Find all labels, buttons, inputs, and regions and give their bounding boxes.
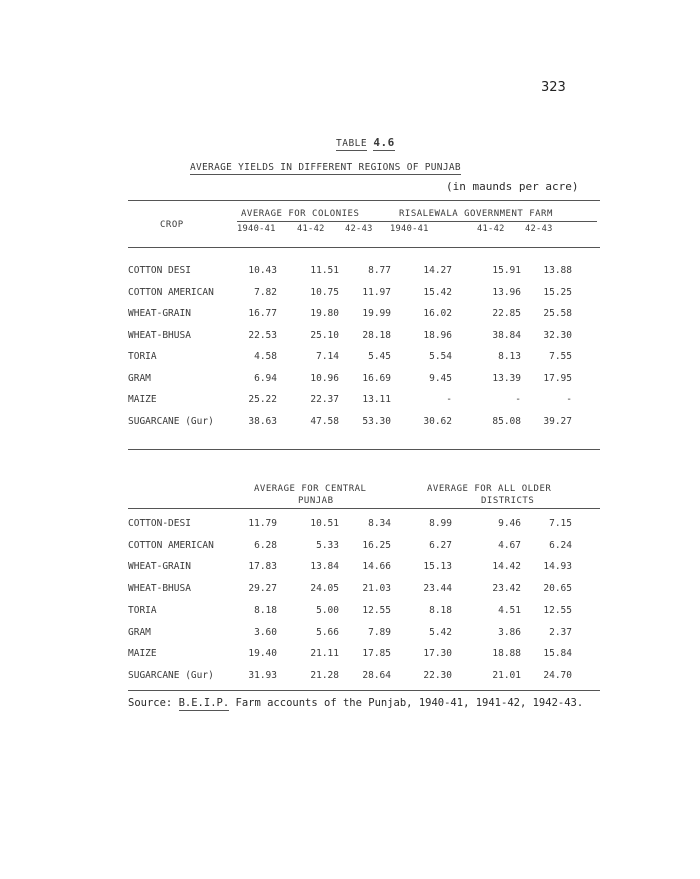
- crop-name: MAIZE: [128, 648, 157, 660]
- yield-value: 11.79: [248, 518, 277, 529]
- crop-name: SUGARCANE (Gur): [128, 669, 214, 681]
- yield-value: 13.11: [362, 394, 391, 405]
- yield-value: 13.88: [543, 265, 572, 276]
- yield-value: 23.42: [492, 583, 521, 595]
- yield-value: 8.99: [429, 518, 452, 529]
- yield-value: 4.67: [498, 539, 521, 551]
- yield-value: 17.30: [423, 648, 452, 660]
- colonies-header: AVERAGE FOR COLONIES: [241, 209, 360, 219]
- yield-value: 23.44: [423, 583, 452, 595]
- table-row: [0, 648, 700, 662]
- yield-value: 7.14: [316, 351, 339, 362]
- yield-value: 21.28: [310, 669, 339, 681]
- yield-value: 25.10: [310, 329, 339, 341]
- yield-value: 14.66: [362, 561, 391, 573]
- crop-name: COTTON DESI: [128, 265, 191, 276]
- yield-value: 10.51: [310, 518, 339, 529]
- table-row: [0, 330, 700, 344]
- yield-value: 16.69: [362, 372, 391, 384]
- table-row: [0, 308, 700, 322]
- yield-value: 28.18: [362, 329, 391, 341]
- yield-value: 18.88: [492, 648, 521, 660]
- yield-value: 53.30: [362, 415, 391, 427]
- central-punjab-header: AVERAGE FOR CENTRAL: [254, 484, 367, 494]
- yield-value: 6.28: [254, 539, 277, 551]
- crop-name: COTTON AMERICAN: [128, 286, 214, 298]
- yield-value: 7.82: [254, 286, 277, 298]
- source-org: B.E.I.P.: [178, 697, 230, 709]
- yield-value: 3.86: [498, 626, 521, 638]
- yield-value: 12.55: [362, 604, 391, 616]
- yield-value: 24.05: [310, 583, 339, 595]
- yield-value: 25.22: [248, 394, 277, 405]
- yield-value: 16.02: [423, 308, 452, 319]
- yield-value: 22.53: [248, 329, 277, 341]
- yield-value: 4.51: [498, 604, 521, 616]
- crop-name: COTTON-DESI: [128, 518, 191, 529]
- crop-name: GRAM: [128, 626, 151, 638]
- table-label: TABLE: [336, 138, 368, 149]
- table-row: [0, 416, 700, 430]
- yield-value: 10.43: [248, 265, 277, 276]
- source-label: Source:: [128, 697, 173, 709]
- yield-value: 6.24: [549, 539, 572, 551]
- yield-value: 22.85: [492, 308, 521, 319]
- yield-value: 6.27: [429, 539, 452, 551]
- older-districts-header-2: DISTRICTS: [481, 496, 535, 506]
- crop-name: WHEAT-GRAIN: [128, 308, 191, 319]
- yield-value: 8.13: [498, 351, 521, 362]
- central-punjab-header-2: PUNJAB: [298, 496, 334, 506]
- table-row: [0, 670, 700, 684]
- yield-value: 8.34: [368, 518, 391, 529]
- crop-name: MAIZE: [128, 394, 157, 405]
- yield-value: 32.30: [543, 329, 572, 341]
- table-row: [0, 394, 700, 408]
- risalewala-header: RISALEWALA GOVERNMENT FARM: [399, 209, 553, 219]
- table-row: [0, 518, 700, 532]
- crop-name: TORIA: [128, 604, 157, 616]
- table-row: [0, 561, 700, 575]
- page-number: 323: [541, 80, 566, 95]
- yield-value: -: [446, 394, 452, 405]
- yield-value: 15.13: [423, 561, 452, 573]
- yield-value: 5.33: [316, 539, 339, 551]
- table-row: [0, 351, 700, 365]
- table-row: [0, 373, 700, 387]
- table-row: [0, 627, 700, 641]
- yield-value: 7.55: [549, 351, 572, 362]
- yield-value: -: [566, 394, 572, 405]
- crop-name: GRAM: [128, 372, 151, 384]
- rule-top: [128, 200, 600, 201]
- yield-value: 8.77: [368, 265, 391, 276]
- yield-value: 19.99: [362, 308, 391, 319]
- yield-value: 5.54: [429, 351, 452, 362]
- yield-value: 31.93: [248, 669, 277, 681]
- table-row: [0, 287, 700, 301]
- yield-value: 8.18: [254, 604, 277, 616]
- yield-value: 17.85: [362, 648, 391, 660]
- yield-value: 19.40: [248, 648, 277, 660]
- year-risalewala-3: 42-43: [525, 224, 553, 234]
- yield-value: 5.66: [316, 626, 339, 638]
- rule-bottom: [128, 690, 600, 691]
- yield-value: 7.89: [368, 626, 391, 638]
- yield-value: 85.08: [492, 415, 521, 427]
- yield-value: 17.83: [248, 561, 277, 573]
- yield-value: 28.64: [362, 669, 391, 681]
- table-row: [0, 540, 700, 554]
- year-risalewala-1: 1940-41: [390, 224, 429, 234]
- yield-value: 25.58: [543, 308, 572, 319]
- yield-value: 10.75: [310, 286, 339, 298]
- yield-value: 38.63: [248, 415, 277, 427]
- yield-value: 15.84: [543, 648, 572, 660]
- yield-value: 30.62: [423, 415, 452, 427]
- yield-value: 38.84: [492, 329, 521, 341]
- year-risalewala-2: 41-42: [477, 224, 505, 234]
- yield-value: 5.45: [368, 351, 391, 362]
- source-note: [128, 697, 583, 709]
- yield-value: 4.58: [254, 351, 277, 362]
- yield-value: 12.55: [543, 604, 572, 616]
- crop-name: COTTON AMERICAN: [128, 539, 214, 551]
- yield-value: 3.60: [254, 626, 277, 638]
- yield-value: 16.77: [248, 308, 277, 319]
- rule-header1-bottom: [128, 247, 600, 248]
- yield-value: 39.27: [543, 415, 572, 427]
- older-districts-header: AVERAGE FOR ALL OLDER: [427, 484, 552, 494]
- yield-value: 19.80: [310, 308, 339, 319]
- source-text: Farm accounts of the Punjab, 1940-41, 1941-42, 1942-43.: [235, 697, 584, 709]
- yield-value: 14.93: [543, 561, 572, 573]
- yield-value: 10.96: [310, 372, 339, 384]
- yield-value: 6.94: [254, 372, 277, 384]
- yield-value: 11.51: [310, 265, 339, 276]
- yield-value: 15.91: [492, 265, 521, 276]
- yield-value: 14.27: [423, 265, 452, 276]
- yield-value: 15.25: [543, 286, 572, 298]
- yield-value: 47.58: [310, 415, 339, 427]
- yield-value: 11.97: [362, 286, 391, 298]
- yield-value: 24.70: [543, 669, 572, 681]
- yield-value: 13.84: [310, 561, 339, 573]
- year-colonies-2: 41-42: [297, 224, 325, 234]
- yield-value: 16.25: [362, 539, 391, 551]
- table-number: 4.6: [373, 136, 395, 149]
- unit-note: (in maunds per acre): [446, 180, 579, 193]
- yield-value: 9.45: [429, 372, 452, 384]
- yield-value: 8.18: [429, 604, 452, 616]
- table-title: [336, 136, 395, 149]
- crop-name: WHEAT-BHUSA: [128, 329, 191, 341]
- yield-value: 20.65: [543, 583, 572, 595]
- rule-section1-bottom: [128, 449, 600, 450]
- crop-name: WHEAT-BHUSA: [128, 583, 191, 595]
- yield-value: 7.15: [549, 518, 572, 529]
- rule-header2-bottom: [128, 508, 600, 509]
- yield-value: 13.96: [492, 286, 521, 298]
- crop-header: CROP: [160, 220, 184, 230]
- yield-value: 15.42: [423, 286, 452, 298]
- crop-name: SUGARCANE (Gur): [128, 415, 214, 427]
- crop-name: TORIA: [128, 351, 157, 362]
- yield-value: 9.46: [498, 518, 521, 529]
- yield-value: 14.42: [492, 561, 521, 573]
- yield-value: 18.96: [423, 329, 452, 341]
- yield-value: 13.39: [492, 372, 521, 384]
- year-colonies-1: 1940-41: [237, 224, 276, 234]
- table-row: [0, 265, 700, 279]
- yield-value: 2.37: [549, 626, 572, 638]
- table-caption: AVERAGE YIELDS IN DIFFERENT REGIONS OF PUNJAB: [190, 162, 461, 173]
- yield-value: 29.27: [248, 583, 277, 595]
- yield-value: 21.11: [310, 648, 339, 660]
- table-row: [0, 583, 700, 597]
- yield-value: 22.37: [310, 394, 339, 405]
- yield-value: 5.42: [429, 626, 452, 638]
- yield-value: 17.95: [543, 372, 572, 384]
- yield-value: -: [515, 394, 521, 405]
- table-row: [0, 605, 700, 619]
- yield-value: 22.30: [423, 669, 452, 681]
- yield-value: 5.00: [316, 604, 339, 616]
- crop-name: WHEAT-GRAIN: [128, 561, 191, 573]
- yield-value: 21.01: [492, 669, 521, 681]
- yield-value: 21.03: [362, 583, 391, 595]
- year-colonies-3: 42-43: [345, 224, 373, 234]
